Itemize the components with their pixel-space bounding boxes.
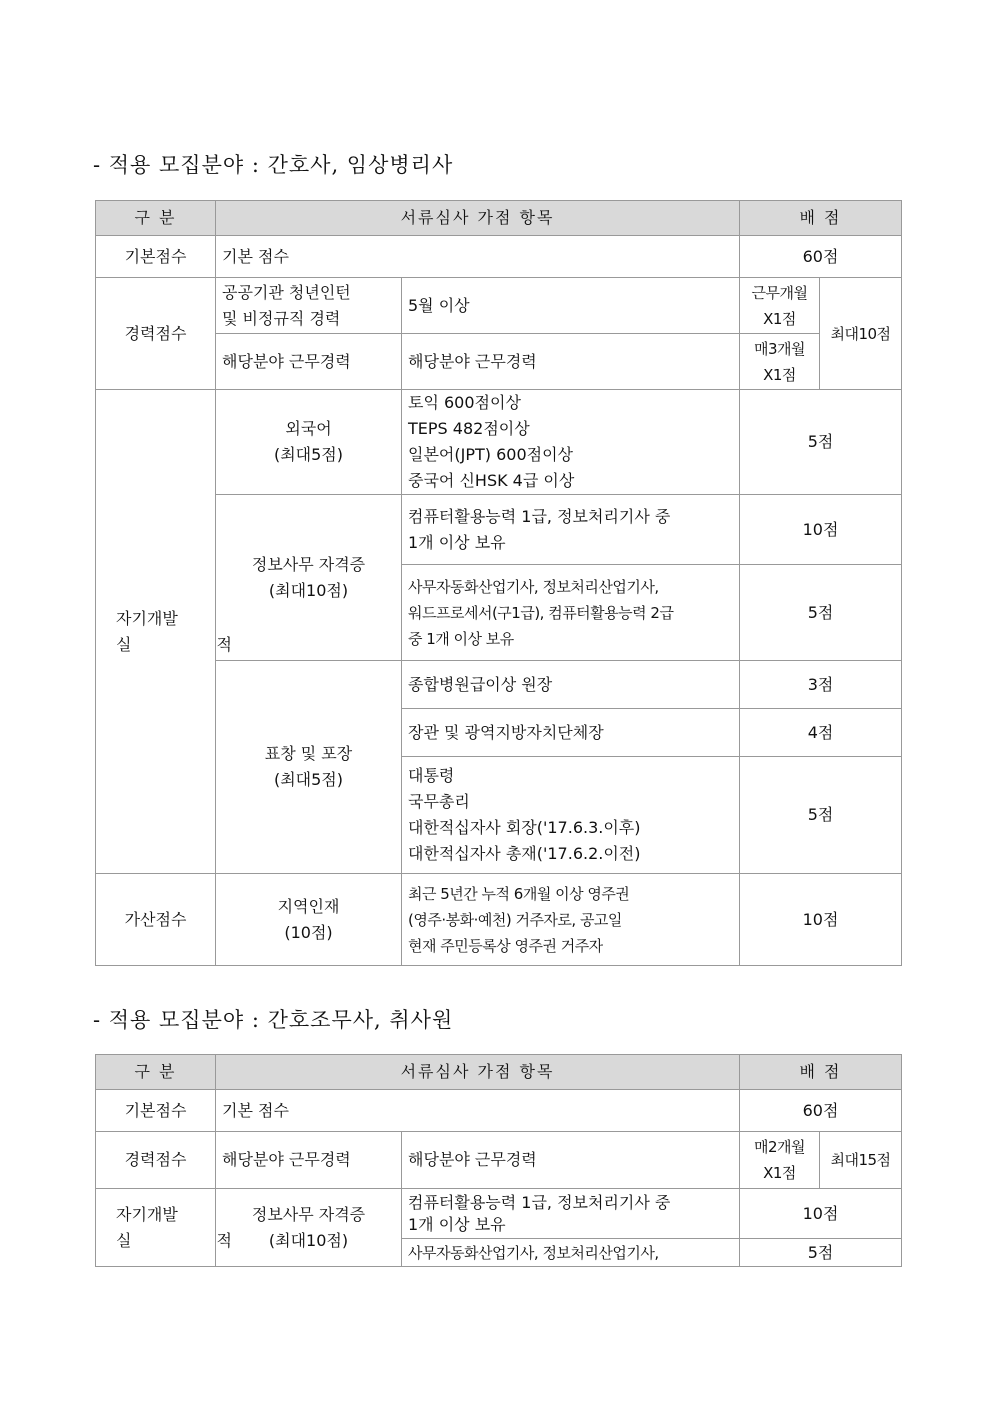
section-title-1: - 적용 모집분야 : 간호사, 임상병리사 bbox=[93, 153, 454, 177]
award-score: 3점 bbox=[740, 661, 902, 709]
self-dev-line: 자기개발 bbox=[116, 608, 178, 628]
header-category: 구 분 bbox=[96, 1055, 216, 1090]
foreign-label-line: 외국어 bbox=[285, 419, 332, 438]
basic-score: 60점 bbox=[740, 236, 902, 278]
award-detail: 종합병원급이상 원장 bbox=[402, 661, 740, 709]
career-row-field bbox=[96, 1132, 902, 1189]
basic-category: 기본점수 bbox=[96, 236, 216, 278]
career-rate-line: X1점 bbox=[763, 309, 796, 328]
info-cert-label-line: 정보사무 자격증 bbox=[251, 554, 366, 574]
info-cert-detail bbox=[402, 495, 740, 565]
career-max: 최대10점 bbox=[820, 278, 902, 390]
foreign-detail-line: 중국어 신HSK 4급 이상 bbox=[408, 471, 575, 490]
career-rate-field bbox=[740, 1132, 820, 1189]
career-max: 최대15점 bbox=[820, 1132, 902, 1189]
bonus-detail-line: (영주·봉화·예천) 거주자로, 공고일 bbox=[408, 910, 622, 929]
foreign-label-line: (최대5점) bbox=[273, 445, 344, 464]
self-dev-category bbox=[96, 390, 272, 874]
award-label bbox=[216, 661, 402, 874]
info-cert-row-1 bbox=[96, 1189, 902, 1239]
info-cert-detail-line: 워드프로세서(구1급), 컴퓨터활용능력 2급 bbox=[408, 603, 674, 622]
bonus-label bbox=[216, 874, 402, 966]
career-item-field: 해당분야 근무경력 bbox=[216, 334, 402, 390]
career-rate-line: 근무개월 bbox=[751, 283, 808, 302]
section-title-2: - 적용 모집분야 : 간호조무사, 취사원 bbox=[93, 1008, 454, 1032]
header-score: 배 점 bbox=[740, 1055, 902, 1090]
basic-score-row bbox=[96, 236, 902, 278]
foreign-score: 5점 bbox=[740, 390, 902, 495]
award-detail-line: 대한적십자사 회장('17.6.3.이후) bbox=[408, 818, 641, 837]
career-item-public-line: 공공기관 청년인턴 bbox=[222, 282, 351, 302]
info-cert-detail-line: 1개 이상 보유 bbox=[408, 532, 506, 552]
header-category: 구 분 bbox=[96, 201, 216, 236]
bonus-detail-line: 최근 5년간 누적 6개월 이상 영주권 bbox=[408, 884, 630, 903]
foreign-detail-line: 토익 600점이상 bbox=[408, 393, 521, 412]
bonus-label-line: 지역인재 bbox=[277, 896, 340, 916]
career-row-public bbox=[96, 278, 902, 334]
career-category: 경력점수 bbox=[96, 1132, 216, 1189]
info-cert-detail-line: 컴퓨터활용능력 1급, 정보처리기사 중 bbox=[408, 1192, 671, 1212]
foreign-label bbox=[216, 390, 402, 495]
career-rate-line: X1점 bbox=[763, 365, 796, 384]
bonus-label-line: (10점) bbox=[284, 922, 333, 942]
header-items: 서류심사 가점 항목 bbox=[216, 1055, 740, 1090]
career-row-field bbox=[96, 334, 902, 390]
foreign-language-row bbox=[96, 390, 902, 495]
basic-category: 기본점수 bbox=[96, 1090, 216, 1132]
career-item-public bbox=[216, 278, 402, 334]
info-cert-score: 10점 bbox=[740, 495, 902, 565]
info-cert-score: 5점 bbox=[740, 1239, 902, 1267]
award-score: 4점 bbox=[740, 709, 902, 757]
award-row-1 bbox=[96, 661, 902, 709]
basic-score: 60점 bbox=[740, 1090, 902, 1132]
info-cert-label-line: 정보사무 자격증 bbox=[251, 1204, 366, 1224]
career-rate-public bbox=[740, 278, 820, 334]
career-detail-public: 5월 이상 bbox=[402, 278, 740, 334]
award-detail-line: 국무총리 bbox=[408, 792, 470, 811]
basic-score-row bbox=[96, 1090, 902, 1132]
bonus-detail-line: 현재 주민등록상 영주권 거주자 bbox=[408, 936, 603, 955]
award-detail bbox=[402, 757, 740, 874]
career-rate-field bbox=[740, 334, 820, 390]
self-dev-line: 자기개발 bbox=[116, 1204, 178, 1224]
award-label-line: 표창 및 포장 bbox=[264, 744, 353, 763]
info-cert-label bbox=[216, 1189, 402, 1267]
award-detail-line: 대한적십자사 총재('17.6.2.이전) bbox=[408, 844, 641, 863]
career-detail-field: 해당분야 근무경력 bbox=[402, 334, 740, 390]
info-cert-detail: 사무자동화산업기사, 정보처리산업기사, bbox=[402, 1239, 740, 1267]
header-score: 배 점 bbox=[740, 201, 902, 236]
career-rate-line: 매2개월 bbox=[754, 1138, 806, 1156]
award-detail: 장관 및 광역지방자치단체장 bbox=[402, 709, 740, 757]
self-dev-line: 실 적 bbox=[116, 1230, 272, 1250]
info-cert-detail bbox=[402, 1189, 740, 1239]
score-table-2 bbox=[95, 1054, 902, 1267]
award-score: 5점 bbox=[740, 757, 902, 874]
self-dev-category bbox=[96, 1189, 272, 1267]
info-cert-label-line: (최대10점) bbox=[268, 580, 349, 600]
career-detail-field: 해당분야 근무경력 bbox=[402, 1132, 740, 1189]
info-cert-row-1 bbox=[96, 495, 902, 565]
info-cert-detail bbox=[402, 565, 740, 661]
basic-item: 기본 점수 bbox=[216, 236, 740, 278]
bonus-detail bbox=[402, 874, 740, 966]
self-dev-line: 실 적 bbox=[116, 634, 272, 654]
info-cert-detail-line: 중 1개 이상 보유 bbox=[408, 629, 514, 648]
award-detail-line: 대통령 bbox=[408, 766, 455, 785]
header-items: 서류심사 가점 항목 bbox=[216, 201, 740, 236]
career-category: 경력점수 bbox=[96, 278, 216, 390]
score-table-1 bbox=[95, 200, 902, 966]
info-cert-score: 10점 bbox=[740, 1189, 902, 1239]
foreign-detail-line: 일본어(JPT) 600점이상 bbox=[408, 445, 573, 464]
foreign-detail-line: TEPS 482점이상 bbox=[408, 419, 530, 438]
award-label-line: (최대5점) bbox=[273, 770, 344, 789]
foreign-detail bbox=[402, 390, 740, 495]
career-rate-line: X1점 bbox=[763, 1164, 796, 1182]
bonus-category: 가산점수 bbox=[96, 874, 216, 966]
career-item-field: 해당분야 근무경력 bbox=[216, 1132, 402, 1189]
info-cert-detail-line: 사무자동화산업기사, 정보처리산업기사, bbox=[408, 577, 659, 596]
career-item-public-line: 및 비정규직 경력 bbox=[222, 308, 341, 328]
info-cert-detail-line: 컴퓨터활용능력 1급, 정보처리기사 중 bbox=[408, 506, 671, 526]
info-cert-label-line: (최대10점) bbox=[268, 1230, 349, 1250]
bonus-row bbox=[96, 874, 902, 966]
info-cert-score: 5점 bbox=[740, 565, 902, 661]
career-rate-line: 매3개월 bbox=[754, 339, 806, 358]
table-header bbox=[96, 1055, 902, 1090]
basic-item: 기본 점수 bbox=[216, 1090, 740, 1132]
bonus-score: 10점 bbox=[740, 874, 902, 966]
table-header bbox=[96, 201, 902, 236]
info-cert-detail-line: 1개 이상 보유 bbox=[408, 1214, 506, 1234]
